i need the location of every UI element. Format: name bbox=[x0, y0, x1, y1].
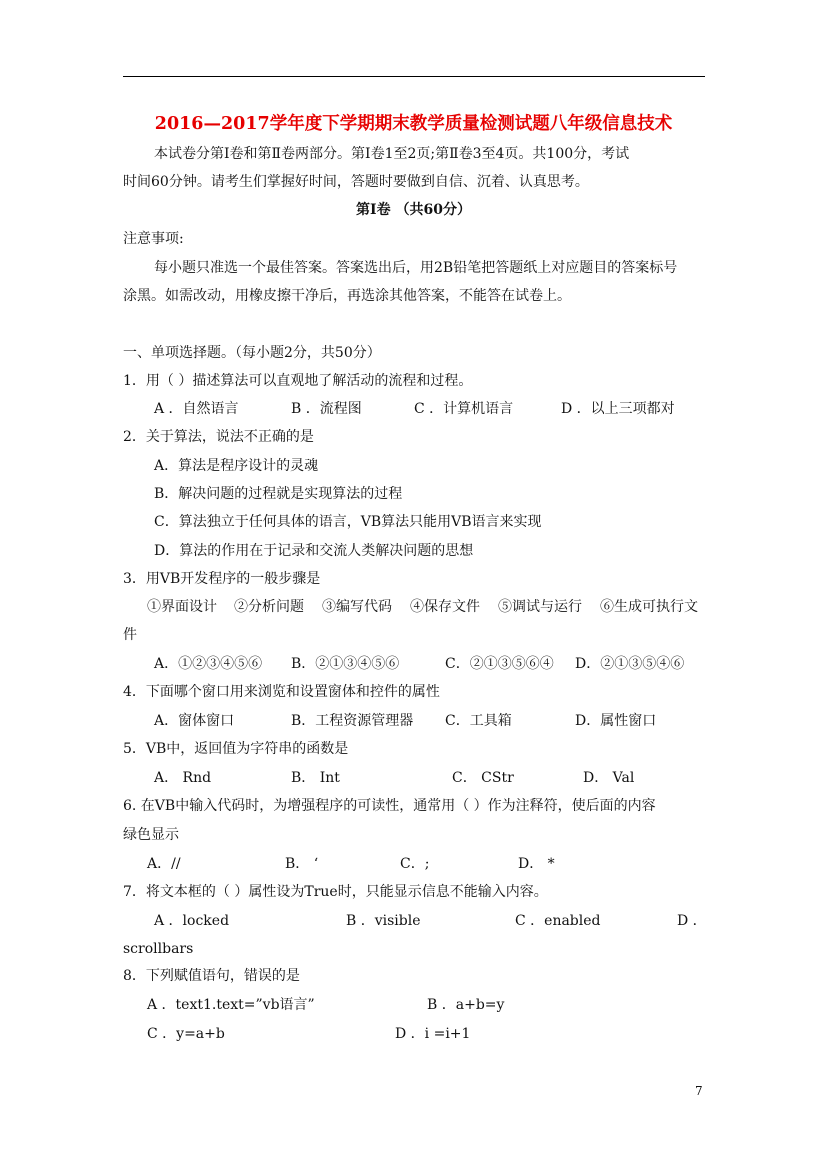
question-stem-wrap: 绿色显示 bbox=[123, 827, 179, 843]
option: C．; bbox=[400, 856, 430, 872]
option: C ．计算机语言 bbox=[414, 401, 514, 417]
option: C ．enabled bbox=[515, 913, 601, 929]
option: A．算法是程序设计的灵魂 bbox=[154, 458, 319, 474]
option: D．②①③⑤④⑥ bbox=[575, 656, 685, 672]
option: A ．自然语言 bbox=[154, 401, 239, 417]
option: B． Int bbox=[291, 770, 340, 786]
option: B． ‘ bbox=[285, 856, 319, 872]
option: B ．a+b=y bbox=[427, 997, 505, 1013]
option: A．①②③④⑤⑥ bbox=[154, 656, 263, 672]
step: ②分析问题 bbox=[234, 599, 304, 615]
notice-line-1: 每小题只准选一个最佳答案。答案选出后，用2B铅笔把答题纸上对应题目的答案标号 bbox=[154, 260, 678, 276]
option-wrap: scrollbars bbox=[123, 941, 194, 957]
option: B ．流程图 bbox=[291, 401, 362, 417]
option: D．属性窗口 bbox=[575, 713, 657, 729]
option: A．窗体窗口 bbox=[154, 713, 235, 729]
part1-heading: 一、单项选择题。（每小题2分，共50分） bbox=[123, 345, 381, 361]
intro-line-1: 本试卷分第Ⅰ卷和第Ⅱ卷两部分。第Ⅰ卷1至2页;第Ⅱ卷3至4页。共100分，考试 bbox=[154, 146, 630, 162]
option: D ．以上三项都对 bbox=[561, 401, 675, 417]
question-stem: 3．用VB开发程序的一般步骤是 bbox=[123, 571, 321, 587]
section-title: 第Ⅰ卷 （共60分） bbox=[356, 202, 471, 218]
option: B ．visible bbox=[346, 913, 421, 929]
question-stem: 6. 在VB中输入代码时，为增强程序的可读性，通常用（ ）作为注释符，使后面的内容 bbox=[123, 798, 656, 814]
step-wrap: 件 bbox=[123, 627, 137, 643]
step: ⑤调试与运行 bbox=[498, 599, 582, 615]
exam-title: 2016—2017学年度下学期期末教学质量检测试题八年级信息技术 bbox=[154, 114, 673, 134]
question-stem: 5．VB中，返回值为字符串的函数是 bbox=[123, 741, 349, 757]
option: B．②①③④⑤⑥ bbox=[291, 656, 400, 672]
option: C．工具箱 bbox=[445, 713, 512, 729]
option: D．算法的作用在于记录和交流人类解决问题的思想 bbox=[154, 543, 474, 559]
step: ①界面设计 bbox=[147, 599, 217, 615]
option: A ．locked bbox=[154, 913, 230, 929]
option: D ．i =i+1 bbox=[395, 1026, 471, 1042]
header-rule bbox=[123, 76, 705, 77]
option: D． Val bbox=[583, 770, 635, 786]
question-stem: 4．下面哪个窗口用来浏览和设置窗体和控件的属性 bbox=[123, 684, 440, 700]
option: D． * bbox=[518, 856, 555, 872]
step: ④保存文件 bbox=[410, 599, 480, 615]
option: B．解决问题的过程就是实现算法的过程 bbox=[154, 486, 403, 502]
option: D ． bbox=[677, 913, 707, 929]
option: C．②①③⑤⑥④ bbox=[445, 656, 554, 672]
question-stem: 2．关于算法，说法不正确的是 bbox=[123, 429, 314, 445]
notice-line-2: 涂黑。如需改动，用橡皮擦干净后，再选涂其他答案，不能答在试卷上。 bbox=[123, 288, 571, 304]
option: C． CStr bbox=[452, 770, 514, 786]
option: C ．y=a+b bbox=[147, 1026, 225, 1042]
option: A ．text1.text=”vb语言” bbox=[147, 997, 315, 1013]
question-stem: 7．将文本框的（ ）属性设为True时，只能显示信息不能输入内容。 bbox=[123, 884, 548, 900]
intro-line-2: 时间60分钟。请考生们掌握好时间，答题时要做到自信、沉着、认真思考。 bbox=[123, 174, 589, 190]
option: A．// bbox=[147, 856, 181, 872]
option: C．算法独立于任何具体的语言，VB算法只能用VB语言来实现 bbox=[154, 514, 542, 530]
option: A． Rnd bbox=[154, 770, 212, 786]
question-stem: 1．用（ ）描述算法可以直观地了解活动的流程和过程。 bbox=[123, 373, 473, 389]
page-number: 7 bbox=[695, 1084, 703, 1098]
step: ③编写代码 bbox=[322, 599, 392, 615]
option: B．工程资源管理器 bbox=[291, 713, 414, 729]
notice-heading: 注意事项: bbox=[123, 231, 184, 247]
step: ⑥生成可执行文 bbox=[600, 599, 698, 615]
question-stem: 8．下列赋值语句，错误的是 bbox=[123, 968, 300, 984]
